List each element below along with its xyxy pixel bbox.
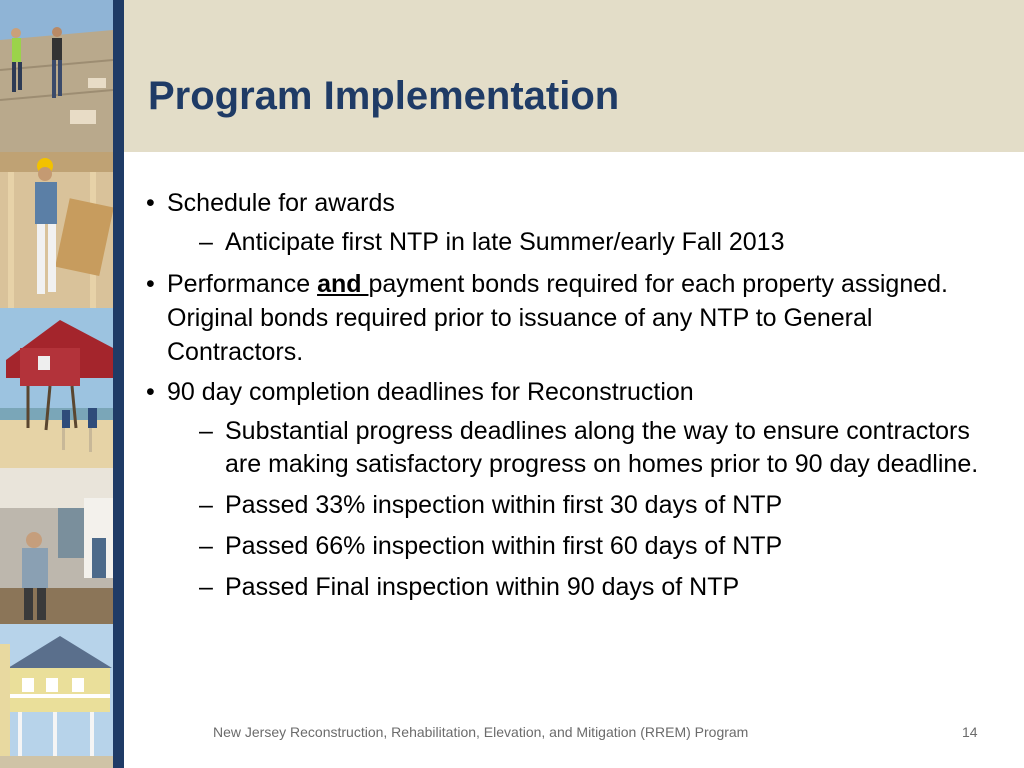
slide-title: Program Implementation — [148, 74, 620, 118]
photo-strip — [0, 0, 113, 768]
subbullet-text: Passed 33% inspection within first 30 days of NTP — [225, 491, 783, 519]
subbullet-33-percent — [140, 489, 1000, 522]
subbullet-text: Anticipate first NTP in late Summer/early Fall 2013 — [225, 228, 785, 256]
subbullet-66-percent — [140, 530, 1000, 563]
framing-worker-photo — [0, 152, 113, 308]
roof-workers-photo — [0, 0, 113, 152]
subbullet-text: Passed 66% inspection within first 60 days of NTP — [225, 532, 783, 560]
footer-program-name: New Jersey Reconstruction, Rehabilitation, Elevation, and Mitigation (RREM) Program — [213, 724, 749, 740]
bullet-text: 90 day completion deadlines for Reconstruction — [167, 378, 694, 406]
subbullet-marker: – — [199, 228, 213, 256]
subbullet-substantial-progress — [140, 415, 1000, 481]
bullet-marker: • — [146, 270, 155, 298]
bullet-text-before: Performance — [167, 270, 318, 298]
subbullet-marker: – — [199, 532, 213, 560]
slide-number: 14 — [962, 724, 978, 740]
interior-workers-photo — [0, 468, 113, 624]
beach-house-photo — [0, 624, 113, 768]
bullet-marker: • — [146, 189, 155, 217]
bullet-list — [140, 186, 1000, 612]
bullet-text-after: payment bonds required for each property assigned. Original bonds required prior to issuance of any NTP to General Contractors. — [167, 270, 948, 366]
subbullet-anticipate-ntp — [140, 226, 1000, 259]
elevated-house-photo — [0, 308, 113, 468]
subbullet-text: Substantial progress deadlines along the way to ensure contractors are making satisfactory progress on homes prior to 90 day deadline. — [225, 417, 979, 478]
subbullet-marker: – — [199, 491, 213, 519]
bullet-schedule — [140, 186, 1000, 220]
bullet-deadlines — [140, 375, 1000, 409]
bullet-emphasis-and: and — [317, 270, 369, 298]
subbullet-marker: – — [199, 573, 213, 601]
subbullet-marker: – — [199, 417, 213, 445]
subbullet-text: Passed Final inspection within 90 days of NTP — [225, 573, 740, 601]
subbullet-final-inspection — [140, 571, 1000, 604]
bullet-marker: • — [146, 378, 155, 406]
bullet-bonds — [140, 267, 1000, 369]
sidebar-divider-bar — [113, 0, 124, 768]
bullet-text: Schedule for awards — [167, 189, 395, 217]
